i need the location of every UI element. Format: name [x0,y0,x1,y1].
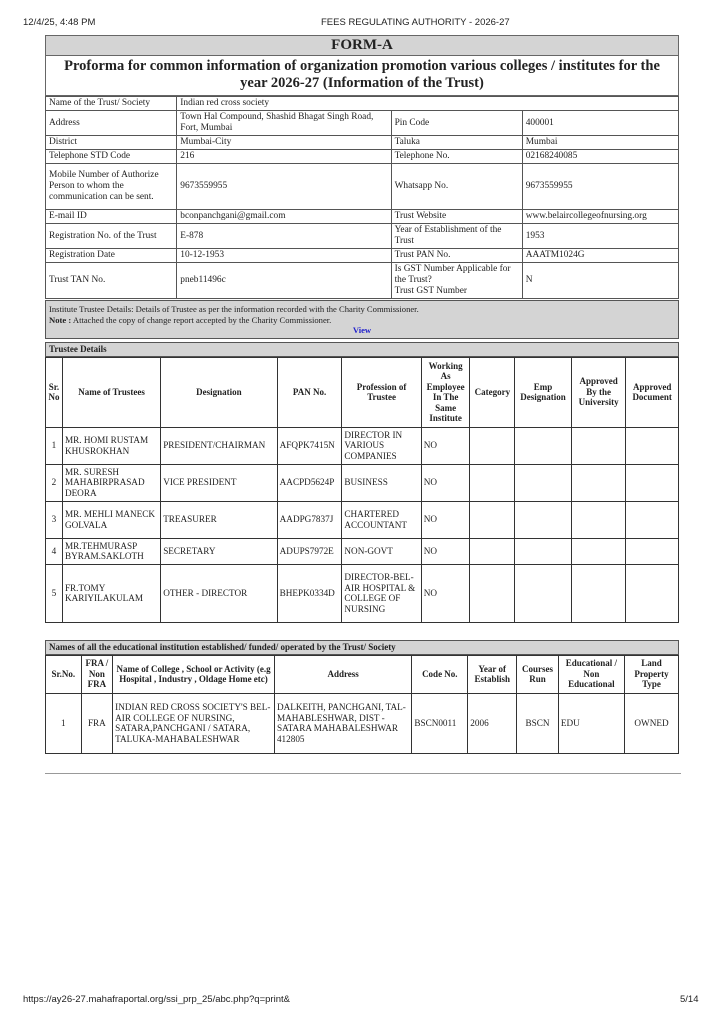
th-category: Category [470,357,515,427]
whatsapp-label: Whatsapp No. [391,164,522,210]
trustee-profession: CHARTERED ACCOUNTANT [342,501,421,538]
gst-number-label: Trust GST Number [394,286,467,296]
trustee-approved-univ [571,501,625,538]
trustee-approved-univ [571,538,625,564]
th-inst-sr: Sr.No. [46,655,82,693]
note-text: Attached the copy of change report accepted by the Charity Commissioner. [71,314,332,325]
address-label: Address [46,111,177,136]
trustee-sr: 4 [46,538,63,564]
website-label: Trust Website [391,210,522,224]
trustee-designation: PRESIDENT/CHAIRMAN [161,427,277,464]
trustee-note-line1: Institute Trustee Details: Details of Trustee as per the information recorded with the Charity Commissioner. [49,304,419,314]
tan-label: Trust TAN No. [46,263,177,299]
trustee-working: NO [421,427,470,464]
trustee-row [46,501,679,538]
est-year-label: Year of Establishment of the Trust [391,224,522,249]
gst-label [391,263,522,299]
trustee-name: MR. SURESH MAHABIRPRASAD DEORA [62,464,160,501]
trustee-approved-doc [626,464,679,501]
th-inst-address: Address [274,655,411,693]
inst-edu: EDU [558,693,624,753]
trustee-category [470,427,515,464]
trustee-pan: AFQPK7415N [277,427,342,464]
trustee-row [46,464,679,501]
trustee-note-line2 [49,315,675,326]
institutions-section-title: Names of all the educational institution established/ funded/ operated by the Trust/ Society [46,640,679,654]
trustee-designation: VICE PRESIDENT [161,464,277,501]
inst-address: DALKEITH, PANCHGANI, TAL- MAHABLESHWAR, DIST - SATARA MAHABALESHWAR 412805 [274,693,411,753]
th-approved-univ: Approved By the University [571,357,625,427]
mobile-value: 9673559955 [177,164,391,210]
inst-courses: BSCN [517,693,559,753]
inst-fra: FRA [81,693,113,753]
trustee-sr: 3 [46,501,63,538]
reg-no-value: E-878 [177,224,391,249]
telephone-value: 02168240085 [522,150,678,164]
trustee-designation: OTHER - DIRECTOR [161,564,277,622]
trustee-working: NO [421,464,470,501]
trustee-sr: 1 [46,427,63,464]
trustee-approved-doc [626,501,679,538]
print-datetime: 12/4/25, 4:48 PM [23,17,96,28]
trustee-pan: AADPG7837J [277,501,342,538]
inst-land: OWNED [625,693,679,753]
form-title-table [45,35,679,96]
th-inst-code: Code No. [412,655,468,693]
th-sr: Sr. No [46,357,63,427]
th-designation: Designation [161,357,277,427]
th-inst-name: Name of College , School or Activity (e.g Hospital , Industry , Oldage Home etc) [113,655,275,693]
whatsapp-value: 9673559955 [522,164,678,210]
trust-name-label: Name of the Trust/ Society [46,97,177,111]
inst-sr: 1 [46,693,82,753]
form-a [45,35,679,754]
std-code-value: 216 [177,150,391,164]
trustee-emp-designation [515,427,572,464]
trustee-category [470,464,515,501]
inst-code: BSCN0011 [412,693,468,753]
th-profession: Profession of Trustee [342,357,421,427]
institution-row [46,693,679,753]
trustee-row [46,427,679,464]
form-subtitle: Proforma for common information of organization promotion various colleges / institutes for the year 2026-27 (Information of the Trust) [46,56,679,96]
trustee-row [46,538,679,564]
print-header [0,17,724,31]
taluka-value: Mumbai [522,136,678,150]
trustee-profession: DIRECTOR IN VARIOUS COMPANIES [342,427,421,464]
trustee-pan: ADUPS7972E [277,538,342,564]
address-value: Town Hal Compound, Shashid Bhagat Singh Road, Fort, Mumbai [177,111,391,136]
trustee-note-box [45,300,679,339]
trustee-profession: NON-GOVT [342,538,421,564]
gst-applicable-label: Is GST Number Applicable for the Trust? [394,264,511,285]
trustee-name: MR.TEHMURASP BYRAM.SAKLOTH [62,538,160,564]
trustee-name: FR.TOMY KARIYILAKULAM [62,564,160,622]
trustee-approved-doc [626,538,679,564]
trustee-name: MR. MEHLI MANECK GOLVALA [62,501,160,538]
district-value: Mumbai-City [177,136,391,150]
institutions-header-row [46,655,679,693]
trustee-emp-designation [515,564,572,622]
trustee-row [46,564,679,622]
trust-name-value: Indian red cross society [177,97,679,111]
pan-label: Trust PAN No. [391,249,522,263]
trustee-approved-doc [626,564,679,622]
trustee-approved-doc [626,427,679,464]
trustee-category [470,501,515,538]
trustee-sr: 5 [46,564,63,622]
view-link[interactable]: View [352,325,372,335]
trustee-working: NO [421,564,470,622]
divider [45,773,681,774]
trustee-pan: AACPD5624P [277,464,342,501]
trustee-category [470,564,515,622]
trust-info-table [45,96,679,299]
website-value: www.belaircollegeofnursing.org [522,210,678,224]
print-url: https://ay26-27.mahafraportal.org/ssi_prp_25/abc.php?q=print& [23,994,290,1005]
th-inst-year: Year of Establish [468,655,517,693]
trustee-working: NO [421,538,470,564]
th-inst-fra: FRA / Non FRA [81,655,113,693]
std-code-label: Telephone STD Code [46,150,177,164]
gst-value: N [522,263,678,299]
trustee-approved-univ [571,564,625,622]
th-emp-designation: Emp Designation [515,357,572,427]
pan-value: AAATM1024G [522,249,678,263]
th-inst-land: Land Property Type [625,655,679,693]
trustee-profession: DIRECTOR-BEL-AIR HOSPITAL & COLLEGE OF NURSING [342,564,421,622]
trustee-approved-univ [571,427,625,464]
trustee-pan: BHEPK0334D [277,564,342,622]
note-label: Note : [49,314,72,325]
est-year-value: 1953 [522,224,678,249]
institutions-table [45,655,679,754]
reg-no-label: Registration No. of the Trust [46,224,177,249]
telephone-label: Telephone No. [391,150,522,164]
trustee-section-title: Trustee Details [46,342,679,356]
trustee-emp-designation [515,501,572,538]
th-pan: PAN No. [277,357,342,427]
district-label: District [46,136,177,150]
tan-value: pneb11496c [177,263,391,299]
trustee-designation: TREASURER [161,501,277,538]
th-inst-edu: Educational / Non Educational [558,655,624,693]
taluka-label: Taluka [391,136,522,150]
pincode-label: Pin Code [391,111,522,136]
email-label: E-mail ID [46,210,177,224]
trustee-working: NO [421,501,470,538]
reg-date-value: 10-12-1953 [177,249,391,263]
institutions-title [45,640,679,655]
print-title: FEES REGULATING AUTHORITY - 2026-27 [321,17,510,28]
mobile-label: Mobile Number of Authorize Person to whom the communication can be sent. [46,164,177,210]
trustee-sr: 2 [46,464,63,501]
th-name: Name of Trustees [62,357,160,427]
inst-year: 2006 [468,693,517,753]
th-approved-doc: Approved Document [626,357,679,427]
trustee-category [470,538,515,564]
trustee-header-row [46,357,679,427]
th-working: Working As Employee In The Same Institute [421,357,470,427]
th-inst-courses: Courses Run [517,655,559,693]
trustee-details-title [45,342,679,357]
email-value: bconpanchgani@gmail.com [177,210,391,224]
inst-name: INDIAN RED CROSS SOCIETY'S BEL-AIR COLLEGE OF NURSING, SATARA,PANCHGANI / SATARA, TALUKA-MAHABALESHWAR [113,693,275,753]
form-name: FORM-A [46,36,679,56]
trustee-designation: SECRETARY [161,538,277,564]
trustee-emp-designation [515,538,572,564]
page-number: 5/14 [680,994,699,1005]
reg-date-label: Registration Date [46,249,177,263]
trustee-name: MR. HOMI RUSTAM KHUSROKHAN [62,427,160,464]
trustee-table [45,357,679,623]
trustee-approved-univ [571,464,625,501]
trustee-emp-designation [515,464,572,501]
pincode-value: 400001 [522,111,678,136]
trustee-profession: BUSINESS [342,464,421,501]
